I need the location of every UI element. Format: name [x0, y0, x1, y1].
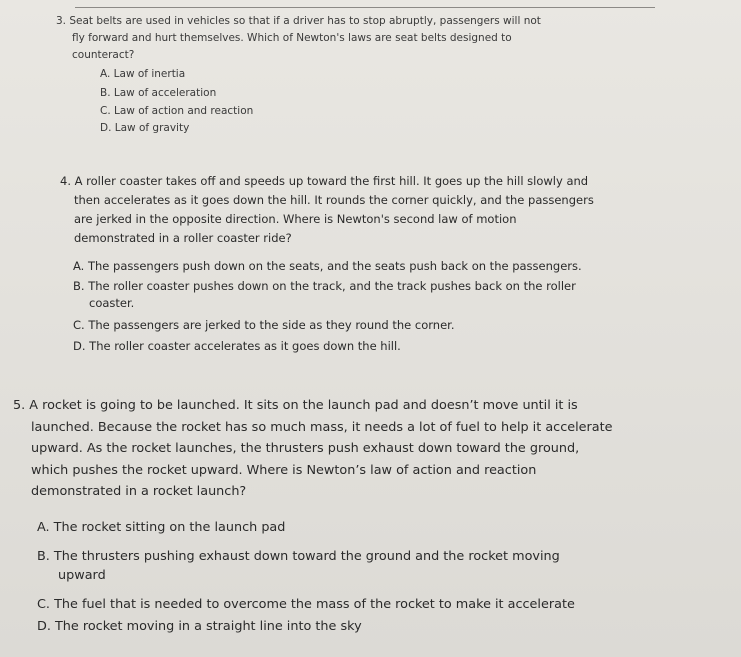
question-4-option-c[interactable]: C. The passengers are jerked to the side as they round the corner. [73, 318, 455, 332]
question-4-line-3: are jerked in the opposite direction. Where is Newton's second law of motion [74, 212, 517, 226]
question-3-line-1: 3. Seat belts are used in vehicles so that if a driver has to stop abruptly, passengers will not [56, 15, 541, 27]
question-5-line-4: which pushes the rocket upward. Where is Newton’s law of action and reaction [31, 462, 537, 478]
question-4-option-b[interactable]: B. The roller coaster pushes down on the track, and the track pushes back on the roller [73, 279, 576, 293]
question-4-line-1: 4. A roller coaster takes off and speeds up toward the first hill. It goes up the hill slowly and [60, 174, 589, 188]
question-4-option-a[interactable]: A. The passengers push down on the seats, and the seats push back on the passengers. [73, 259, 582, 273]
question-5-option-d[interactable]: D. The rocket moving in a straight line into the sky [37, 619, 362, 634]
question-5-option-c[interactable]: C. The fuel that is needed to overcome the mass of the rocket to make it accelerate [37, 597, 575, 612]
question-5-line-1: 5. A rocket is going to be launched. It sits on the launch pad and doesn’t move until it is [13, 398, 578, 413]
question-5-option-b-continued[interactable]: upward [58, 568, 106, 583]
question-4 [60, 172, 710, 248]
question-3-option-b[interactable]: B. Law of acceleration [100, 87, 217, 99]
question-5-line-2: launched. Because the rocket has so much mass, it needs a lot of fuel to help it accelerate [31, 419, 613, 435]
question-3-line-3: counteract? [72, 49, 135, 61]
question-3-option-d[interactable]: D. Law of gravity [100, 122, 190, 134]
question-5-option-a[interactable]: A. The rocket sitting on the launch pad [37, 520, 286, 535]
question-4-option-b-continued[interactable]: coaster. [89, 296, 135, 310]
question-3 [56, 13, 676, 64]
question-3-option-c[interactable]: C. Law of action and reaction [100, 105, 254, 117]
question-3-option-a[interactable]: A. Law of inertia [100, 68, 186, 80]
question-4-line-2: then accelerates as it goes down the hill. It rounds the corner quickly, and the passengers [74, 193, 594, 207]
question-5-option-b[interactable]: B. The thrusters pushing exhaust down toward the ground and the rocket moving [37, 549, 560, 564]
question-4-line-4: demonstrated in a roller coaster ride? [74, 231, 292, 245]
question-5-line-5: demonstrated in a rocket launch? [31, 484, 247, 499]
question-3-line-2: fly forward and hurt themselves. Which of Newton's laws are seat belts designed to [72, 32, 512, 44]
top-rule [75, 7, 655, 8]
question-5-line-3: upward. As the rocket launches, the thrusters push exhaust down toward the ground, [31, 441, 580, 456]
question-5 [13, 395, 733, 503]
question-4-option-d[interactable]: D. The roller coaster accelerates as it goes down the hill. [73, 339, 401, 353]
